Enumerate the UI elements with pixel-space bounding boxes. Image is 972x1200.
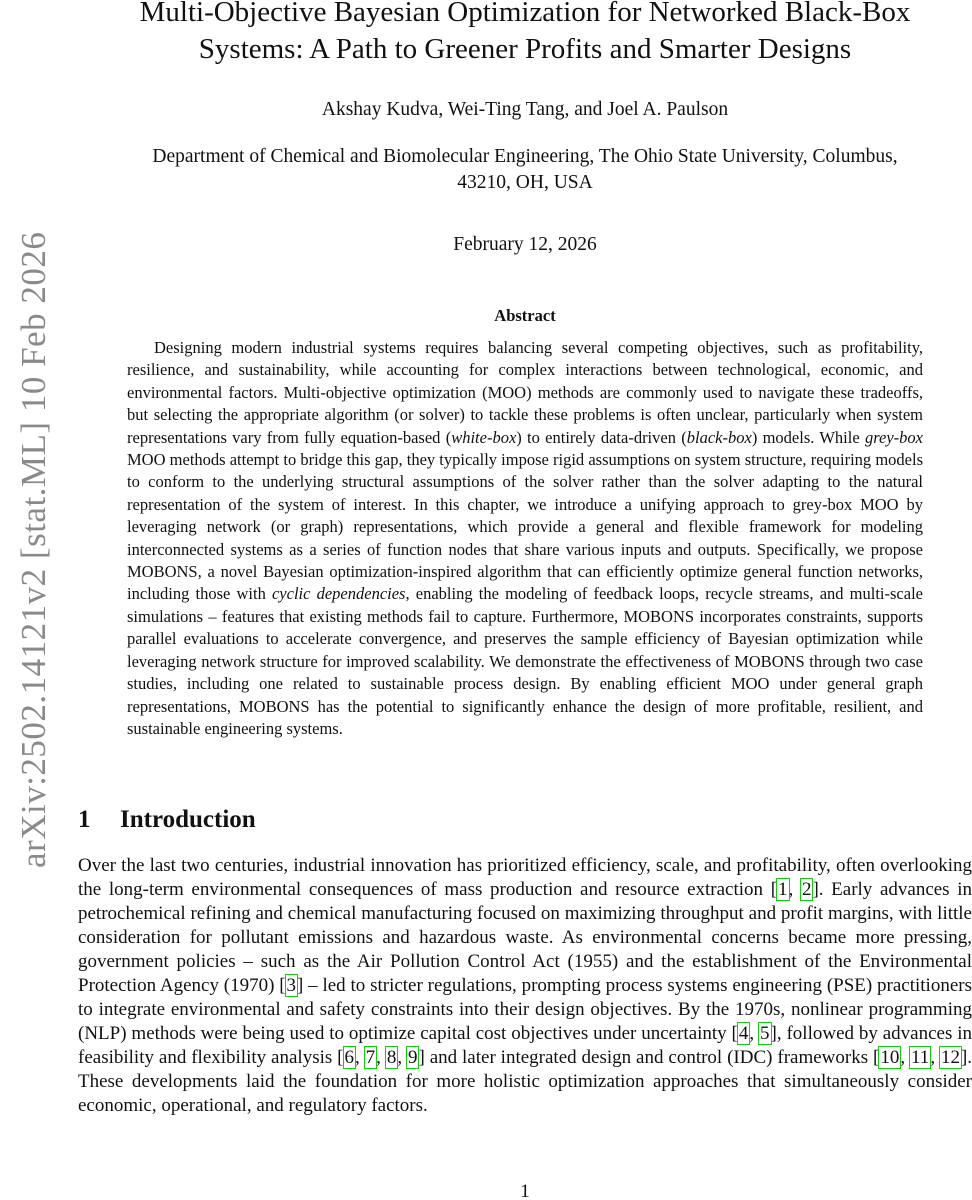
citation-link[interactable]: 1: [778, 879, 788, 900]
page-number: 1: [520, 1181, 530, 1200]
body-text: ,: [397, 1047, 407, 1068]
abstract-text: ) to entirely data-driven (: [516, 427, 687, 447]
body-text: ] – led to stricter regulations, prompting process systems engineering (PSE) practitioners to integrate environmental and safety constraints into their design objectives. By the 1970s, nonlinear programming (NLP) methods were being used to optimize capital cost objectives under uncertainty [: [78, 975, 972, 1044]
citation-link[interactable]: 5: [760, 1023, 770, 1044]
body-text: ]. These developments laid the foundation for more holistic optimization approaches that simultaneously consider economic, operational, and regulatory factors.: [78, 1047, 972, 1116]
abstract-text: ) models. While: [751, 427, 865, 447]
body-text: ], followed by advances in feasibility and flexibility analysis [: [78, 1023, 972, 1068]
abstract-paragraph: [127, 337, 923, 740]
citation-link[interactable]: 4: [738, 1023, 749, 1044]
body-text: ,: [749, 1023, 760, 1044]
abstract-emphasis: black-box: [686, 427, 752, 447]
abstract-text: MOO methods attempt to bridge this gap, they typically impose rigid assumptions on system structure, requiring models to conform to the underlying structural assumptions of the solver rather than the solver adapting to the natural representation of the system of interest. In this chapter, we introduce a unifying approach to grey-box MOO by leveraging network (or graph) representations, which provide a general and flexible framework for modeling interconnected systems as a series of function nodes that share various inputs and outputs. Specifically, we propose MOBONS, a novel Bayesian optimization-inspired algorithm that can efficiently optimize general function networks, including those with: [127, 450, 923, 604]
section-heading-introduction: [78, 804, 256, 836]
author-list: Akshay Kudva, Wei-Ting Tang, and Joel A. Paulson: [321, 99, 729, 120]
citation-link[interactable]: 2: [801, 879, 812, 900]
body-text: ,: [930, 1047, 940, 1068]
body-text: Over the last two centuries, industrial innovation has prioritized efficiency, scale, and profitability, often overlooking the long-term environmental consequences of mass production and resource extraction [: [78, 855, 972, 900]
citation-link[interactable]: 12: [940, 1047, 960, 1068]
affiliation: [78, 144, 972, 196]
citation-link[interactable]: 7: [365, 1047, 376, 1068]
title-line-2: Systems: A Path to Greener Profits and Smarter Designs: [198, 33, 852, 65]
publication-date: February 12, 2026: [453, 234, 597, 255]
body-text: ,: [376, 1047, 386, 1068]
abstract-heading: Abstract: [494, 306, 556, 325]
citation-link[interactable]: 9: [407, 1047, 418, 1068]
body-text: ]. Early advances in petrochemical refining and chemical manufacturing focused on maximizing throughput and profit margins, with little consideration for pollutant emissions and hazardous waste. As environmental concerns became more pressing, government policies – such as the Air Pollution Control Act (1955) and the establishment of the Environmental Protection Agency (1970) [: [78, 879, 972, 996]
arxiv-identifier-stamp: arXiv:2502.14121v2 [stat.ML] 10 Feb 2026: [14, 231, 53, 868]
introduction-paragraph: [78, 854, 972, 1118]
body-text: ,: [900, 1047, 911, 1068]
body-text: ,: [788, 879, 801, 900]
abstract-emphasis: grey-box: [864, 427, 923, 447]
abstract-text: Designing modern industrial systems requires balancing several competing objectives, such as profitability, resilience, and sustainability, while accounting for complex interactions between technological, economic, and environmental factors. Multi-objective optimization (MOO) methods are commonly used to navigate these tradeoffs, but selecting the appropriate algorithm (or solver) to tackle these problems is often unclear, particularly when system representations vary from fully equation-based (: [127, 338, 923, 447]
abstract-emphasis: white-box: [451, 427, 517, 447]
title-line-1: Multi-Objective Bayesian Optimization for Networked Black-Box: [139, 0, 911, 28]
section-number: 1: [78, 806, 91, 833]
citation-link[interactable]: 6: [344, 1047, 354, 1068]
citation-link[interactable]: 8: [386, 1047, 397, 1068]
abstract-emphasis: cyclic dependencies: [271, 584, 406, 604]
affiliation-line-2: 43210, OH, USA: [457, 172, 593, 193]
body-text: ,: [355, 1047, 365, 1068]
citation-link[interactable]: 10: [880, 1047, 900, 1068]
citation-link[interactable]: 3: [286, 975, 297, 996]
body-text: ] and later integrated design and control (IDC) frameworks [: [418, 1047, 880, 1068]
paper-title: [80, 0, 970, 68]
abstract-text: , enabling the modeling of feedback loops, recycle streams, and multi-scale simulations – features that existing methods fail to capture. Furthermore, MOBONS incorporates constraints, supports parallel evaluations to accelerate convergence, and preserves the sample efficiency of Bayesian optimization while leveraging network structure for improved scalability. We demonstrate the effectiveness of MOBONS through two case studies, including one related to sustainable process design. By enabling efficient MOO under general graph representations, MOBONS has the potential to significantly enhance the design of more profitable, resilient, and sustainable engineering systems.: [127, 584, 923, 738]
citation-link[interactable]: 11: [911, 1047, 930, 1068]
affiliation-line-1: Department of Chemical and Biomolecular Engineering, The Ohio State University, Columbus,: [152, 146, 898, 167]
section-title: Introduction: [120, 806, 256, 833]
